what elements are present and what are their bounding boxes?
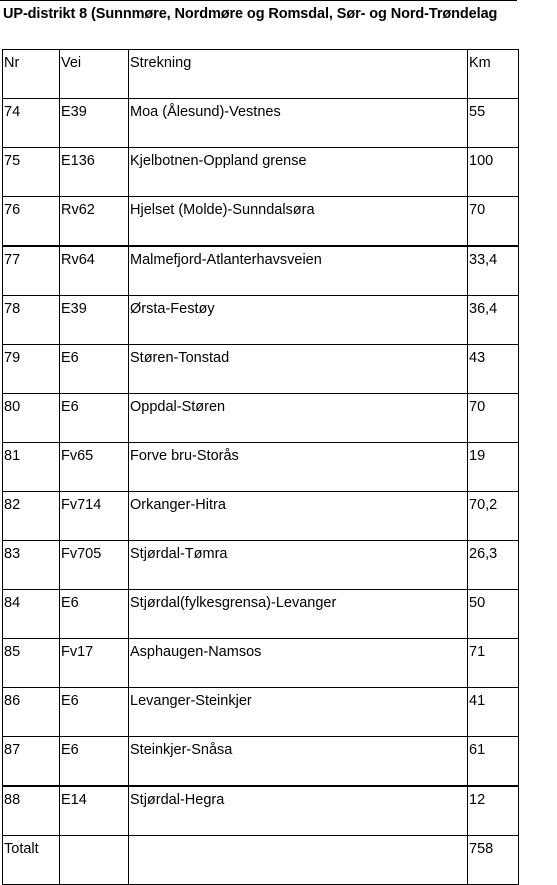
cell-vei: Fv705	[60, 541, 129, 590]
cell-km: 43	[468, 345, 519, 394]
table-row	[3, 148, 519, 197]
cell-km: 26,3	[468, 541, 519, 590]
cell-nr: 82	[3, 492, 60, 541]
cell-nr: 75	[3, 148, 60, 197]
cell-nr: 74	[3, 99, 60, 148]
total-km: 758	[468, 836, 519, 885]
cell-strekning: Hjelset (Molde)-Sunndalsøra	[129, 197, 468, 247]
cell-nr: 77	[3, 246, 60, 296]
cell-km: 61	[468, 737, 519, 787]
cell-strekning: Støren-Tonstad	[129, 345, 468, 394]
cell-strekning: Kjelbotnen-Oppland grense	[129, 148, 468, 197]
total-vei	[60, 836, 129, 885]
route-table-body	[3, 50, 519, 885]
cell-vei: Fv714	[60, 492, 129, 541]
cell-nr: 76	[3, 197, 60, 247]
table-header-row	[3, 50, 519, 99]
table-row	[3, 541, 519, 590]
cell-nr: 78	[3, 296, 60, 345]
table-row	[3, 688, 519, 737]
cell-km: 70	[468, 394, 519, 443]
cell-nr: 87	[3, 737, 60, 787]
table-row	[3, 246, 519, 296]
cell-strekning: Levanger-Steinkjer	[129, 688, 468, 737]
top-rule	[0, 0, 517, 1]
table-row	[3, 443, 519, 492]
table-row	[3, 99, 519, 148]
cell-strekning: Oppdal-Støren	[129, 394, 468, 443]
cell-vei: E6	[60, 590, 129, 639]
cell-nr: 84	[3, 590, 60, 639]
table-row	[3, 296, 519, 345]
table-row	[3, 394, 519, 443]
cell-vei: Fv17	[60, 639, 129, 688]
cell-km: 55	[468, 99, 519, 148]
header-strekning: Strekning	[129, 50, 468, 99]
header-km: Km	[468, 50, 519, 99]
total-row	[3, 836, 519, 885]
cell-strekning: Ørsta-Festøy	[129, 296, 468, 345]
table-row	[3, 590, 519, 639]
table-row	[3, 786, 519, 836]
table-row	[3, 737, 519, 787]
cell-vei: E6	[60, 737, 129, 787]
table-row	[3, 492, 519, 541]
cell-km: 70	[468, 197, 519, 247]
cell-vei: Rv64	[60, 246, 129, 296]
cell-strekning: Orkanger-Hitra	[129, 492, 468, 541]
cell-km: 12	[468, 786, 519, 836]
cell-km: 70,2	[468, 492, 519, 541]
cell-vei: Fv65	[60, 443, 129, 492]
cell-km: 71	[468, 639, 519, 688]
cell-vei: E136	[60, 148, 129, 197]
cell-strekning: Stjørdal-Tømra	[129, 541, 468, 590]
cell-km: 36,4	[468, 296, 519, 345]
cell-nr: 80	[3, 394, 60, 443]
cell-km: 33,4	[468, 246, 519, 296]
total-strekning	[129, 836, 468, 885]
cell-vei: E39	[60, 99, 129, 148]
table-row	[3, 639, 519, 688]
cell-strekning: Forve bru-Storås	[129, 443, 468, 492]
header-nr: Nr	[3, 50, 60, 99]
cell-strekning: Asphaugen-Namsos	[129, 639, 468, 688]
cell-km: 100	[468, 148, 519, 197]
cell-nr: 86	[3, 688, 60, 737]
cell-vei: E6	[60, 394, 129, 443]
cell-vei: Rv62	[60, 197, 129, 247]
cell-km: 41	[468, 688, 519, 737]
cell-strekning: Stjørdal-Hegra	[129, 786, 468, 836]
cell-vei: E14	[60, 786, 129, 836]
page-heading: UP-distrikt 8 (Sunnmøre, Nordmøre og Romsdal, Sør- og Nord-Trøndelag	[3, 6, 498, 22]
cell-nr: 85	[3, 639, 60, 688]
cell-vei: E6	[60, 345, 129, 394]
cell-strekning: Stjørdal(fylkesgrensa)-Levanger	[129, 590, 468, 639]
cell-nr: 88	[3, 786, 60, 836]
total-label: Totalt	[3, 836, 60, 885]
cell-km: 19	[468, 443, 519, 492]
cell-strekning: Malmefjord-Atlanterhavsveien	[129, 246, 468, 296]
cell-strekning: Steinkjer-Snåsa	[129, 737, 468, 787]
table-row	[3, 197, 519, 247]
cell-km: 50	[468, 590, 519, 639]
route-table	[2, 49, 519, 885]
table-row	[3, 345, 519, 394]
cell-vei: E6	[60, 688, 129, 737]
cell-strekning: Moa (Ålesund)-Vestnes	[129, 99, 468, 148]
cell-nr: 83	[3, 541, 60, 590]
cell-nr: 79	[3, 345, 60, 394]
cell-nr: 81	[3, 443, 60, 492]
header-vei: Vei	[60, 50, 129, 99]
cell-vei: E39	[60, 296, 129, 345]
